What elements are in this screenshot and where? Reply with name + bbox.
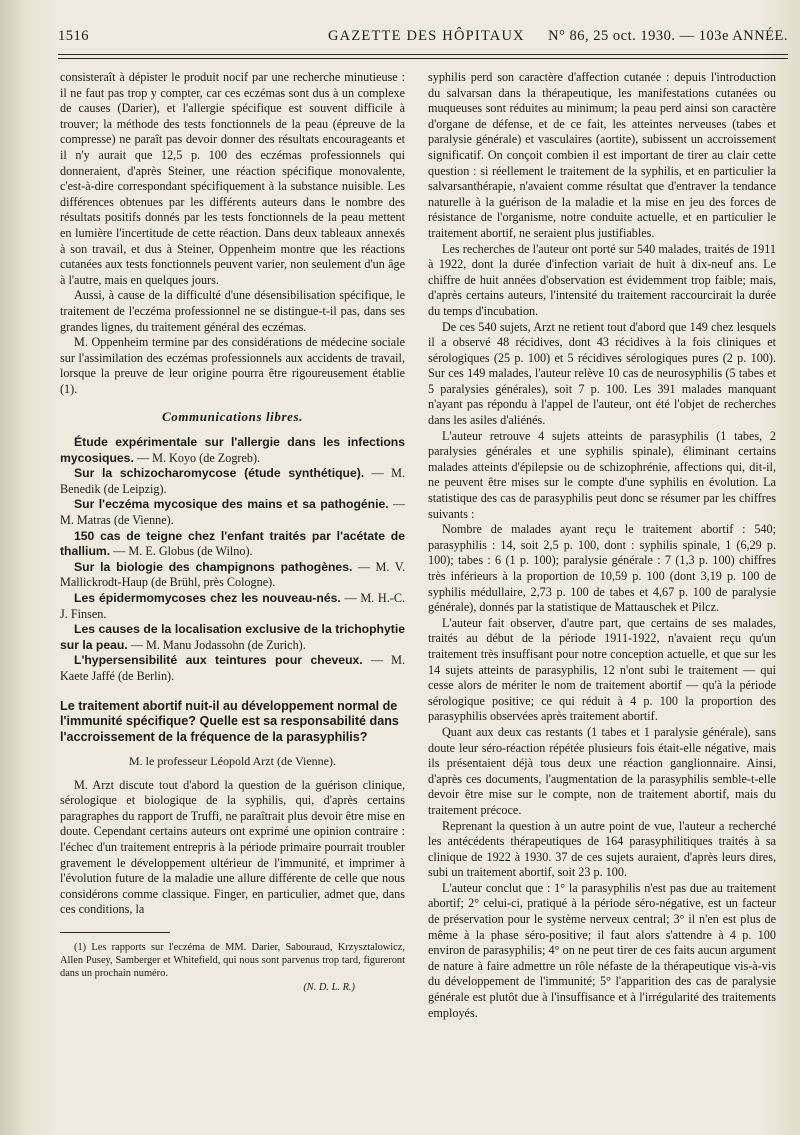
page-number: 1516 [58,28,89,44]
communication-title: L'hypersensibilité aux teintures pour cheveux. [74,653,363,668]
right-column [428,70,776,1021]
paragraph: L'auteur fait observer, d'autre part, que certains de ses malades, traités au début de la période 1911-1922, n'avaient reçu qu'un traitement très insuffisant pour notre conception actuelle, et que sur les 14 sujets atteints de parasyphilis, 12 n'ont subi le traitement — qui cesse alors de mériter le nom de traitement abortif — qu'à la période sérologique positive; ce qui réduit à 4 p. 100 la proportion des parasyphilis observées après traitement abortif. [428,615,776,724]
communication-author: — M. Matras (de Vienne). [60,497,405,528]
footnote: (1) Les rapports sur l'eczéma de MM. Darier, Sabouraud, Krzysztalowicz, Allen Pusey, Samberger et Whitefield, qui nous sont parvenus trop tard, figureront dans un prochain numéro. [60,941,405,979]
communication-item [60,435,405,466]
communication-title: Étude expérimentale sur l'allergie dans les infections mycosiques. [60,435,405,465]
communication-item [60,591,405,622]
communication-author: — M. H.-C. J. Finsen. [60,591,406,621]
left-column [60,70,405,995]
paragraph: Nombre de malades ayant reçu le traitement abortif : 540; parasyphilis : 14, soit 2,5 p. 100, dont : syphilis spinale, 1 (6,29 p. 100); tabes : 6 (1 p. 100); paralysie générale : 7 (1,3 p. 100) chiffres très inférieurs à la proportion de 10,59 p. 100 (dont 3,19 p. 100 de syphilis médullaire, 2,73 p. 100 de tabes et 4,67 p. 100 de paralysie générale), donnés par la statistique de Mattauschek et Pilcz. [428,522,776,615]
paragraph: M. Oppenheim termine par des considérations de médecine sociale sur l'assimilation des eczémas professionnels aux accidents de travail, lorsque la preuve de leur origine pourra être rigoureusement établie (1). [60,335,405,396]
communication-title: Sur la biologie des champignons pathogènes. [74,559,353,574]
issue-info: N° 86, 25 oct. 1930. — 103e ANNÉE. [548,28,788,44]
footnote-signature: (N. D. L. R.) [303,981,355,993]
paragraph: L'auteur conclut que : 1° la parasyphilis n'est pas due au traitement abortif; 2° celui-ci, pratiqué à la période séro-négative, est un facteur de préservation pour le système nerveux central; 3° il n'en est plus de même à la phase séro-positive; il faut alors s'attendre à 4 p. 100 environ de parasyphilis; 4° on ne peut tirer de ces faits aucun argument de nature à faire admettre un rôle néfaste de la thérapeutique vis-à-vis du développement de l'immunité; 5° l'apparition des cas de paralysie générale est plutôt due à l'insuffisance et à l'irrégularité des traitements employés. [428,880,776,1020]
communication-title: Les causes de la localisation exclusive de la trichophytie sur la peau. [60,622,405,652]
communication-title: Les épidermomycoses chez les nouveau-nés. [74,591,341,605]
paragraph: consisteraît à dépister le produit nocif par une recherche minutieuse : il ne faut pas trop y compter, car ces eczémas sont dus à un complexe de causes (Darier), et l'allergie spécifique est souvent difficile à trouver; la méthode des tests fonctionnels de la peau (épreuve de la compresse) ne paraît pas devoir donner des résultats encourageants et il n'y aurait que 12,5 p. 100 des eczémas professionnels qui donneraient, d'après Steiner, une réaction spécifique monovalente, c'est-à-dire correspondant spécifiquement à la substance nuisible. Les différences obtenues par les différents auteurs dans le nombre des résultats positifs donnés par les tests fonctionnels de la peau mettent en lumière l'incertitude de cette réaction. Dans deux tableaux annexés à son travail, et dus à Steiner, Oppenheim montre que les réactions cutanées aux tests fonctionnels peuvent varier, non seulement d'un âge à l'autre, mais en quelques jours. [60,70,405,287]
section-heading: Communications libres. [161,409,304,425]
paragraph: M. Arzt discute tout d'abord la question de la guérison clinique, sérologique et biologique de la syphilis, qui, d'après certains paragraphes du rapport de Truffi, ne paraîtrait plus devoir être mise en doute. Cependant certains auteurs ont exprimé une opinion contraire : l'échec d'un traitement entrepris à la période primaire pourrait troubler gravement le développement ultérieur de l'immunité, et imprimer à l'évolution future de la maladie une allure différente de celle que nous considérons comme classique. Finger, en particulier, admet que, dans ces conditions, la [60,777,405,917]
footnote-rule [60,932,170,933]
paragraph: Aussi, à cause de la difficulté d'une désensibilisation spécifique, le traitement de l'eczéma professionnel ne se distingue-t-il pas, dans ses grandes lignes, du traitement général des eczémas. [60,288,405,334]
paragraph: L'auteur retrouve 4 sujets atteints de parasyphilis (1 tabes, 2 paralysies générales et une syphilis spinale), éliminant certains malades atteints d'épilepsie ou de schizophrénie, affections qui, dit-il, ne peuvent être mises sur le compte d'une syphilis en évolution. La statistique des cas de parasyphilis peut donc se résumer par les chiffres suivants : [428,428,776,521]
communication-author: — M. Kaete Jaffé (de Berlin). [60,653,406,683]
paragraph: syphilis perd son caractère d'affection cutanée : depuis l'introduction du salvarsan dans la thérapeutique, les manifestations cutanées ou muqueuses sont réduites au minimum; la peau perd ainsi son caractère d'organe de défense, et de ce fait, les atteintes nerveuses (tabes et paralysie générale) et vasculaires (aortite), subissent un accroissement significatif. On conçoit combien il est important de tirer au clair cette question : si réellement le traitement de la syphilis, et en particulier la salvarsanthérapie, n'avaient comme résultat que d'entraver la tendance naturelle à la guérison de la maladie et la mise en jeu des forces de résistance de l'organisme, notre conduite actuelle, et en particulier le traitement abortif, ne seraient plus justifiables. [428,70,776,240]
article-title: Le traitement abortif nuit-il au développement normal de l'immunité spécifique? Quelle est sa responsabilité dans l'accroissement de la fréquence de la parasyphilis? [60,698,399,745]
communication-item [60,497,405,528]
journal-title: GAZETTE DES HÔPITAUX [328,28,525,44]
paragraph: Quant aux deux cas restants (1 tabes et 1 paralysie générale), sans doute leur séro-réaction répétée plusieurs fois était-elle négative, mais ils présentaient déjà tous deux une réaction ganglionnaire. Ainsi, d'après ces documents, l'augmentation de la parasyphilis semble-t-elle devoir être mise sur le compte, non de traitement abortif, mais du traitement précoce. [428,724,776,817]
communication-author: — M. Manu Jodassohn (de Zurich). [130,637,306,652]
communication-title: Sur l'eczéma mycosique des mains et sa pathogénie. [74,497,389,512]
communication-item [60,466,405,497]
communication-author: — M. Benedik (de Leipzig). [60,466,406,496]
communication-item [60,653,405,684]
paragraph: Reprenant la question à un autre point de vue, l'auteur a recherché les antécédents thérapeutiques de 164 parasyphilitiques traités à sa clinique de 1922 à 1930. 37 de ces sujets auraient, d'après leurs dires, subi un traitement abortif, soit 23 p. 100. [428,818,776,880]
communication-author: — M. E. Globus (de Wilno). [113,544,253,559]
header-rule-thin [58,58,788,59]
paragraph: De ces 540 sujets, Arzt ne retient tout d'abord que 149 chez lesquels il a observé 48 récidives, dont 43 récidives à la fois cliniques et sérologiques (25 p. 100) et 5 récidives sérologiques pures (2 p. 100). Sur ces 149 malades, l'auteur relève 10 cas de neurosyphilis (5 tabes et 5 paralysies générales), soit 7 p. 100. Les 391 malades manquant n'ayant pas répondu à l'appel de l'auteur, ont été l'objet de recherches dans les asiles d'aliénés. [428,319,776,428]
communication-item [60,560,405,591]
communication-title: 150 cas de teigne chez l'enfant traités par l'acétate de thallium. [60,528,405,559]
communication-author: — M. Koyo (de Zogreb). [136,450,261,465]
paragraph: Les recherches de l'auteur ont porté sur 540 malades, traités de 1911 à 1922, dont la durée d'infection variait de huit à dix-neuf ans. Le chiffre de huit années d'observation est évidemment trop faible; mais, d'après certains auteurs, l'intensité du traitement raccourcirait la durée du temps d'incubation. [428,241,776,318]
communication-item [60,622,405,653]
page-header [58,20,788,50]
communication-author: — M. V. Mallickrodt-Haup (de Brühl, près Cologne). [60,559,405,590]
communication-item [60,529,405,560]
header-rule [58,54,788,55]
article-author: M. le professeur Léopold Arzt (de Vienne). [129,753,336,768]
communication-title: Sur la schizocharomycose (étude synthétique). [74,466,365,481]
